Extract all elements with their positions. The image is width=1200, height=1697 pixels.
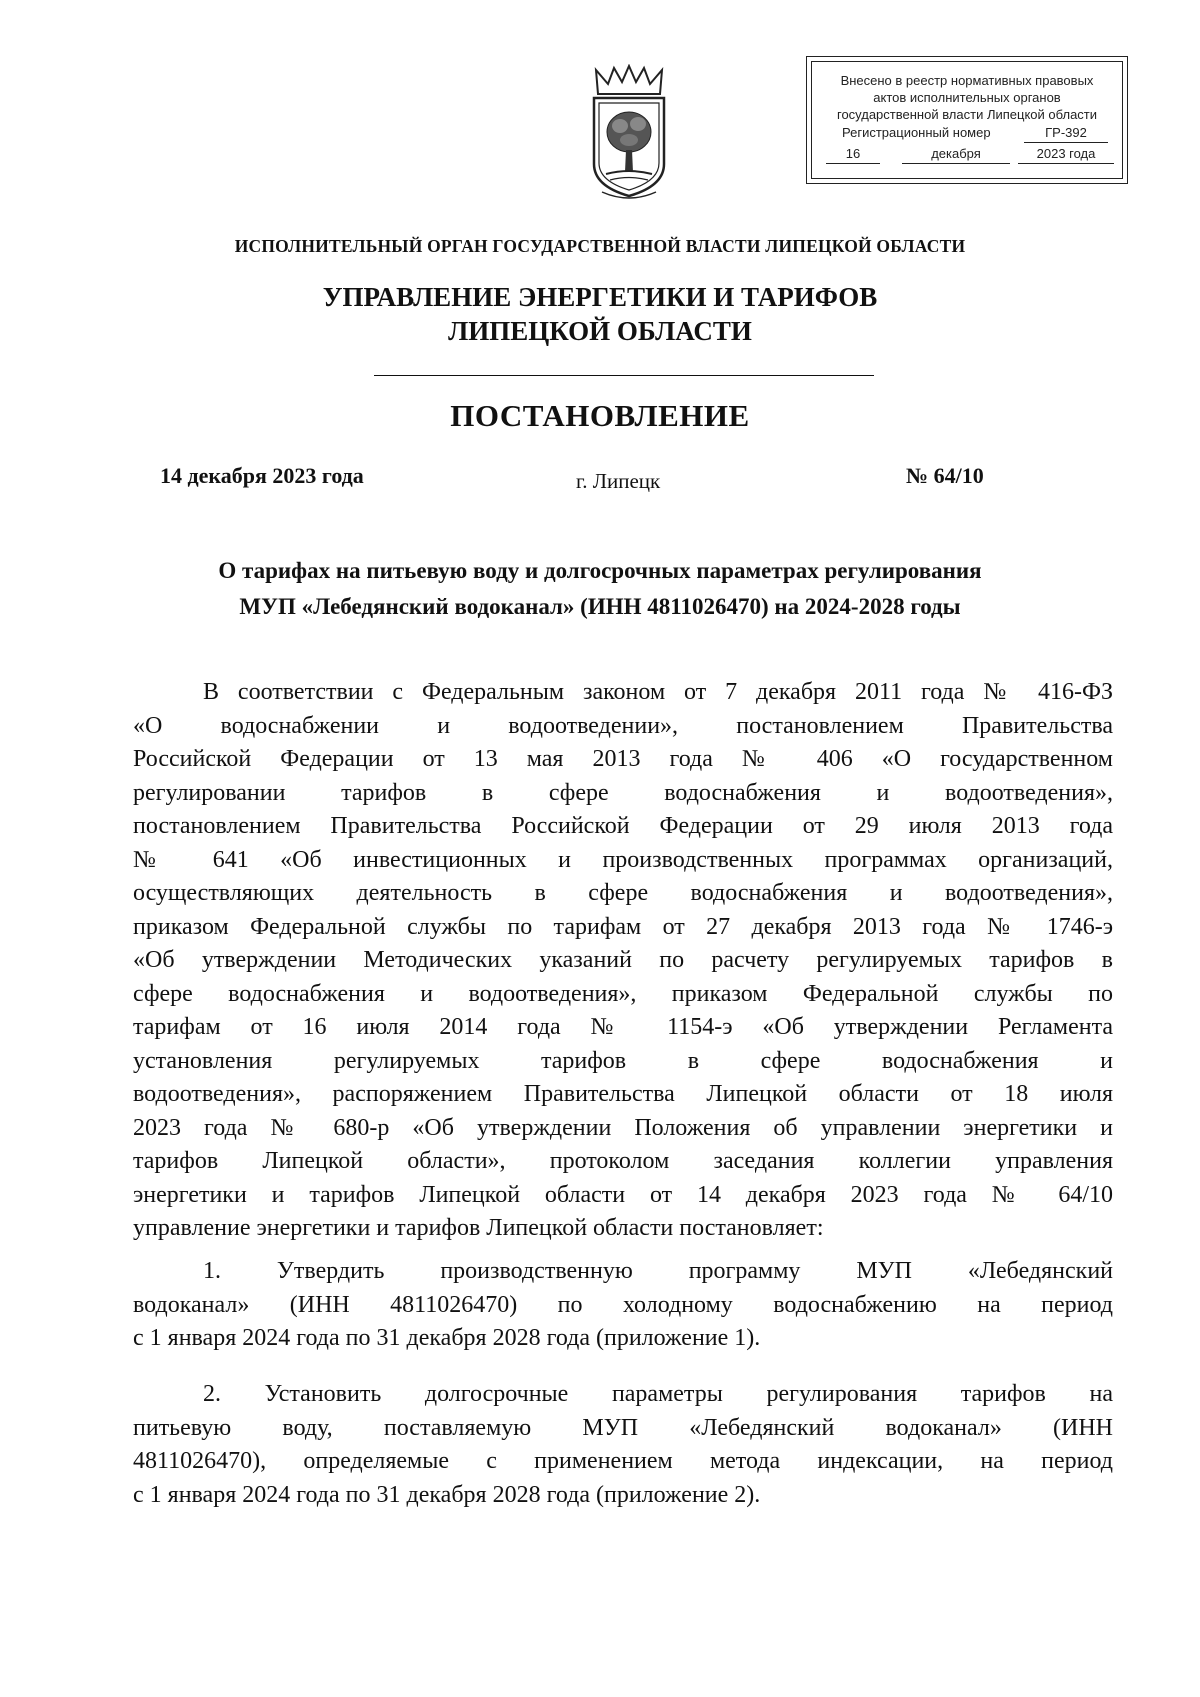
coat-of-arms-emblem <box>586 64 672 204</box>
preamble-line: энергетики и тарифов Липецкой области от 14 декабря 2023 года № 64/10 <box>133 1181 1113 1208</box>
preamble-line: постановлением Правительства Российской Федерации от 29 июля 2013 года <box>133 813 1113 839</box>
preamble-line: сфере водоснабжения и водоотведения», приказом Федеральной службы по <box>133 980 1113 1007</box>
preamble-line: «О водоснабжении и водоотведении», постановлением Правительства <box>133 712 1113 739</box>
stamp-reg-label: Регистрационный номер <box>842 125 991 140</box>
stamp-reg-number: ГР-392 <box>1024 124 1108 143</box>
item1-line: 1. Утвердить производственную программу МУП «Лебедянский <box>203 1258 1113 1284</box>
stamp-line-1: Внесено в реестр нормативных правовых <box>840 73 1094 88</box>
stamp-month: декабря <box>902 145 1010 164</box>
stamp-year: 2023 года <box>1018 145 1114 164</box>
preamble-line: водоотведения», распоряжением Правительства Липецкой области от 18 июля <box>133 1081 1113 1107</box>
item2-line: питьевую воду, поставляемую МУП «Лебедянский водоканал» (ИНН <box>133 1414 1113 1441</box>
subject-line-2: МУП «Лебедянский водоканал» (ИНН 4811026470) на 2024-2028 годы <box>239 594 961 619</box>
item2-line: с 1 января 2024 года по 31 декабря 2028 года (приложение 2). <box>133 1481 761 1508</box>
item-1-paragraph <box>133 1255 1113 1356</box>
preamble-paragraph <box>133 676 1113 1246</box>
document-type-title: ПОСТАНОВЛЕНИЕ <box>450 398 750 433</box>
subject-line-1: О тарифах на питьевую воду и долгосрочных параметрах регулирования <box>218 558 982 583</box>
header-divider <box>374 375 874 376</box>
document-number: № 64/10 <box>906 463 984 488</box>
document-city: г. Липецк <box>576 469 661 493</box>
item1-line: водоканал» (ИНН 4811026470) по холодному водоснабжению на период <box>133 1291 1113 1318</box>
registration-stamp <box>806 56 1128 184</box>
preamble-line: управление энергетики и тарифов Липецкой области постановляет: <box>133 1215 824 1241</box>
preamble-line: В соответствии с Федеральным законом от 7 декабря 2011 года № 416-ФЗ <box>203 679 1113 705</box>
preamble-line: регулировании тарифов в сфере водоснабжения и водоотведения», <box>133 779 1113 806</box>
document-date: 14 декабря 2023 года <box>160 463 364 488</box>
item2-line: 4811026470), определяемые с применением метода индексации, на период <box>133 1448 1113 1474</box>
preamble-line: «Об утверждении Методических указаний по расчету регулируемых тарифов в <box>133 947 1113 973</box>
preamble-line: тарифов Липецкой области», протоколом заседания коллегии управления <box>133 1148 1113 1174</box>
item1-line: с 1 января 2024 года по 31 декабря 2028 года (приложение 1). <box>133 1325 761 1351</box>
stamp-line-2: актов исполнительных органов <box>873 90 1061 105</box>
preamble-line: тарифам от 16 июля 2014 года № 1154-э «Об утверждении Регламента <box>133 1014 1113 1040</box>
department-name-line-1: УПРАВЛЕНИЕ ЭНЕРГЕТИКИ И ТАРИФОВ <box>322 282 878 312</box>
stamp-day: 16 <box>826 145 880 164</box>
preamble-line: 2023 года № 680-р «Об утверждении Положения об управлении энергетики и <box>133 1114 1113 1141</box>
stamp-line-3: государственной власти Липецкой области <box>836 107 1098 122</box>
organization-name: ИСПОЛНИТЕЛЬНЫЙ ОРГАН ГОСУДАРСТВЕННОЙ ВЛАСТИ ЛИПЕЦКОЙ ОБЛАСТИ <box>234 236 966 256</box>
item-2-paragraph <box>133 1378 1113 1512</box>
preamble-line: установления регулируемых тарифов в сфере водоснабжения и <box>133 1047 1113 1074</box>
item2-line: 2. Установить долгосрочные параметры регулирования тарифов на <box>203 1381 1113 1407</box>
preamble-line: осуществляющих деятельность в сфере водоснабжения и водоотведения», <box>133 880 1113 906</box>
preamble-line: приказом Федеральной службы по тарифам от 27 декабря 2013 года № 1746-э <box>133 913 1113 940</box>
department-name-line-2: ЛИПЕЦКОЙ ОБЛАСТИ <box>448 316 752 346</box>
registration-stamp-frame <box>811 61 1123 179</box>
preamble-line: № 641 «Об инвестиционных и производственных программах организаций, <box>133 846 1113 873</box>
preamble-line: Российской Федерации от 13 мая 2013 года № 406 «О государственном <box>133 746 1113 772</box>
